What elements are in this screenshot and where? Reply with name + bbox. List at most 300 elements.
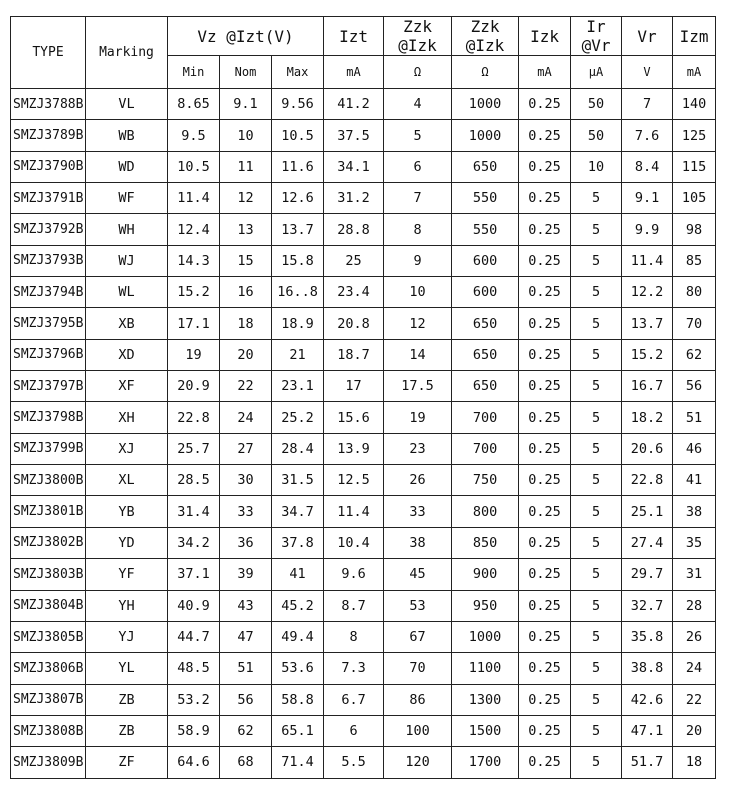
cell-zzk: 650 (452, 371, 519, 402)
cell-izk: 0.25 (519, 684, 571, 715)
cell-type: SMZJ3790B (11, 151, 86, 182)
cell-vz-nom: 13 (220, 214, 272, 245)
cell-zzk: 800 (452, 496, 519, 527)
header-zzt: Zzk @Izk (384, 17, 452, 56)
cell-zzt: 23 (384, 433, 452, 464)
cell-marking: XD (86, 339, 168, 370)
cell-izt: 34.1 (324, 151, 384, 182)
cell-vz-max: 9.56 (272, 89, 324, 120)
cell-zzt: 67 (384, 621, 452, 652)
header-marking: Marking (86, 17, 168, 89)
cell-zzk: 1700 (452, 747, 519, 778)
cell-vz-max: 21 (272, 339, 324, 370)
header-type: TYPE (11, 17, 86, 89)
subheader-izt-unit: mA (324, 56, 384, 89)
table-row (11, 433, 716, 464)
cell-vz-min: 53.2 (168, 684, 220, 715)
cell-vz-min: 58.9 (168, 715, 220, 746)
cell-ir: 5 (571, 339, 622, 370)
table-row (11, 371, 716, 402)
cell-ir: 10 (571, 151, 622, 182)
subheader-vr-unit: V (622, 56, 673, 89)
header-izm: Izm (673, 17, 716, 56)
table-row (11, 621, 716, 652)
cell-izm: 20 (673, 715, 716, 746)
cell-zzk: 900 (452, 559, 519, 590)
header-izk: Izk (519, 17, 571, 56)
cell-vr: 32.7 (622, 590, 673, 621)
cell-vz-max: 58.8 (272, 684, 324, 715)
cell-izk: 0.25 (519, 621, 571, 652)
cell-type: SMZJ3800B (11, 465, 86, 496)
cell-izt: 41.2 (324, 89, 384, 120)
cell-vz-nom: 24 (220, 402, 272, 433)
cell-vz-nom: 62 (220, 715, 272, 746)
cell-izt: 6.7 (324, 684, 384, 715)
cell-izm: 70 (673, 308, 716, 339)
cell-izt: 5.5 (324, 747, 384, 778)
cell-vz-max: 28.4 (272, 433, 324, 464)
cell-zzk: 950 (452, 590, 519, 621)
cell-izk: 0.25 (519, 715, 571, 746)
cell-zzk: 1000 (452, 120, 519, 151)
cell-vz-min: 10.5 (168, 151, 220, 182)
table-body (11, 89, 716, 779)
cell-vz-max: 13.7 (272, 214, 324, 245)
cell-vz-max: 18.9 (272, 308, 324, 339)
cell-zzk: 1300 (452, 684, 519, 715)
cell-zzk: 600 (452, 277, 519, 308)
cell-marking: WD (86, 151, 168, 182)
cell-vz-min: 19 (168, 339, 220, 370)
cell-vz-nom: 11 (220, 151, 272, 182)
cell-izm: 62 (673, 339, 716, 370)
cell-vr: 7 (622, 89, 673, 120)
cell-marking: WF (86, 183, 168, 214)
cell-marking: WJ (86, 245, 168, 276)
subheader-zzk-unit: Ω (452, 56, 519, 89)
cell-vz-min: 17.1 (168, 308, 220, 339)
cell-izt: 23.4 (324, 277, 384, 308)
cell-type: SMZJ3806B (11, 653, 86, 684)
cell-zzk: 1500 (452, 715, 519, 746)
cell-vz-nom: 22 (220, 371, 272, 402)
cell-type: SMZJ3809B (11, 747, 86, 778)
cell-izt: 20.8 (324, 308, 384, 339)
cell-vr: 35.8 (622, 621, 673, 652)
cell-izk: 0.25 (519, 433, 571, 464)
header-ir-vr: Ir @Vr (571, 17, 622, 56)
header-zzk: Zzk @Izk (452, 17, 519, 56)
cell-zzt: 7 (384, 183, 452, 214)
cell-vz-min: 12.4 (168, 214, 220, 245)
cell-type: SMZJ3794B (11, 277, 86, 308)
cell-zzk: 650 (452, 151, 519, 182)
cell-zzt: 38 (384, 527, 452, 558)
cell-type: SMZJ3799B (11, 433, 86, 464)
cell-marking: YB (86, 496, 168, 527)
cell-vz-max: 45.2 (272, 590, 324, 621)
cell-vz-nom: 16 (220, 277, 272, 308)
cell-vz-min: 15.2 (168, 277, 220, 308)
table-row (11, 277, 716, 308)
cell-izk: 0.25 (519, 151, 571, 182)
subheader-min: Min (168, 56, 220, 89)
cell-vr: 9.9 (622, 214, 673, 245)
table-row (11, 339, 716, 370)
cell-zzt: 120 (384, 747, 452, 778)
cell-type: SMZJ3789B (11, 120, 86, 151)
cell-vr: 25.1 (622, 496, 673, 527)
cell-vr: 22.8 (622, 465, 673, 496)
cell-type: SMZJ3792B (11, 214, 86, 245)
table-row (11, 151, 716, 182)
cell-ir: 50 (571, 89, 622, 120)
cell-izk: 0.25 (519, 120, 571, 151)
cell-ir: 5 (571, 214, 622, 245)
cell-vz-max: 65.1 (272, 715, 324, 746)
cell-izt: 10.4 (324, 527, 384, 558)
cell-vz-nom: 20 (220, 339, 272, 370)
cell-ir: 5 (571, 527, 622, 558)
cell-vz-max: 12.6 (272, 183, 324, 214)
cell-vz-max: 49.4 (272, 621, 324, 652)
header-izt: Izt (324, 17, 384, 56)
cell-type: SMZJ3795B (11, 308, 86, 339)
cell-vr: 18.2 (622, 402, 673, 433)
cell-ir: 5 (571, 402, 622, 433)
cell-izk: 0.25 (519, 339, 571, 370)
cell-vz-nom: 12 (220, 183, 272, 214)
cell-vz-max: 23.1 (272, 371, 324, 402)
cell-vr: 47.1 (622, 715, 673, 746)
cell-zzk: 700 (452, 433, 519, 464)
cell-vz-max: 37.8 (272, 527, 324, 558)
cell-type: SMZJ3791B (11, 183, 86, 214)
cell-ir: 5 (571, 465, 622, 496)
cell-izm: 18 (673, 747, 716, 778)
zener-spec-table (10, 16, 716, 779)
header-vr: Vr (622, 17, 673, 56)
cell-izt: 7.3 (324, 653, 384, 684)
cell-zzk: 550 (452, 214, 519, 245)
cell-ir: 5 (571, 245, 622, 276)
cell-vr: 29.7 (622, 559, 673, 590)
cell-type: SMZJ3801B (11, 496, 86, 527)
cell-zzt: 17.5 (384, 371, 452, 402)
cell-zzt: 45 (384, 559, 452, 590)
cell-zzk: 850 (452, 527, 519, 558)
cell-vz-min: 48.5 (168, 653, 220, 684)
cell-vz-min: 25.7 (168, 433, 220, 464)
cell-izm: 85 (673, 245, 716, 276)
table-row (11, 465, 716, 496)
cell-ir: 5 (571, 371, 622, 402)
cell-vz-min: 22.8 (168, 402, 220, 433)
cell-zzt: 53 (384, 590, 452, 621)
cell-izk: 0.25 (519, 653, 571, 684)
cell-izk: 0.25 (519, 559, 571, 590)
table-row (11, 308, 716, 339)
cell-zzk: 1100 (452, 653, 519, 684)
cell-izm: 105 (673, 183, 716, 214)
cell-vr: 7.6 (622, 120, 673, 151)
cell-zzt: 9 (384, 245, 452, 276)
cell-izm: 125 (673, 120, 716, 151)
cell-marking: ZF (86, 747, 168, 778)
subheader-nom: Nom (220, 56, 272, 89)
cell-vz-nom: 39 (220, 559, 272, 590)
cell-vz-max: 31.5 (272, 465, 324, 496)
cell-vz-max: 41 (272, 559, 324, 590)
cell-marking: XL (86, 465, 168, 496)
cell-marking: XB (86, 308, 168, 339)
cell-zzk: 600 (452, 245, 519, 276)
cell-marking: XJ (86, 433, 168, 464)
table-row (11, 245, 716, 276)
cell-marking: WL (86, 277, 168, 308)
cell-zzk: 550 (452, 183, 519, 214)
cell-vz-max: 25.2 (272, 402, 324, 433)
cell-vz-min: 64.6 (168, 747, 220, 778)
cell-vr: 42.6 (622, 684, 673, 715)
cell-izt: 12.5 (324, 465, 384, 496)
cell-zzk: 750 (452, 465, 519, 496)
cell-vr: 9.1 (622, 183, 673, 214)
cell-zzt: 5 (384, 120, 452, 151)
cell-izk: 0.25 (519, 371, 571, 402)
cell-marking: XF (86, 371, 168, 402)
cell-izm: 38 (673, 496, 716, 527)
cell-vz-min: 37.1 (168, 559, 220, 590)
cell-izk: 0.25 (519, 527, 571, 558)
cell-zzk: 700 (452, 402, 519, 433)
cell-izm: 35 (673, 527, 716, 558)
cell-vz-nom: 30 (220, 465, 272, 496)
cell-izt: 11.4 (324, 496, 384, 527)
cell-marking: ZB (86, 715, 168, 746)
cell-vr: 11.4 (622, 245, 673, 276)
subheader-izk-unit: mA (519, 56, 571, 89)
cell-vr: 15.2 (622, 339, 673, 370)
cell-izt: 25 (324, 245, 384, 276)
table-row (11, 89, 716, 120)
table-row (11, 684, 716, 715)
subheader-max: Max (272, 56, 324, 89)
cell-vz-nom: 43 (220, 590, 272, 621)
cell-ir: 5 (571, 715, 622, 746)
cell-vz-nom: 15 (220, 245, 272, 276)
cell-marking: ZB (86, 684, 168, 715)
table-row (11, 653, 716, 684)
subheader-zzt-unit: Ω (384, 56, 452, 89)
cell-vr: 12.2 (622, 277, 673, 308)
cell-zzt: 100 (384, 715, 452, 746)
cell-izm: 28 (673, 590, 716, 621)
cell-zzk: 650 (452, 339, 519, 370)
cell-vz-min: 11.4 (168, 183, 220, 214)
cell-izm: 22 (673, 684, 716, 715)
cell-vz-nom: 9.1 (220, 89, 272, 120)
cell-type: SMZJ3796B (11, 339, 86, 370)
table-row (11, 496, 716, 527)
cell-zzt: 10 (384, 277, 452, 308)
cell-vz-max: 11.6 (272, 151, 324, 182)
table-row (11, 715, 716, 746)
table-row (11, 183, 716, 214)
cell-izk: 0.25 (519, 590, 571, 621)
cell-ir: 50 (571, 120, 622, 151)
cell-vr: 16.7 (622, 371, 673, 402)
cell-zzt: 6 (384, 151, 452, 182)
cell-marking: VL (86, 89, 168, 120)
table-row (11, 590, 716, 621)
table-row (11, 120, 716, 151)
cell-izt: 31.2 (324, 183, 384, 214)
cell-vr: 51.7 (622, 747, 673, 778)
cell-izk: 0.25 (519, 183, 571, 214)
cell-vr: 8.4 (622, 151, 673, 182)
cell-ir: 5 (571, 590, 622, 621)
cell-ir: 5 (571, 308, 622, 339)
cell-vz-nom: 33 (220, 496, 272, 527)
cell-izt: 37.5 (324, 120, 384, 151)
cell-marking: XH (86, 402, 168, 433)
cell-izk: 0.25 (519, 747, 571, 778)
cell-izm: 140 (673, 89, 716, 120)
cell-zzt: 26 (384, 465, 452, 496)
cell-ir: 5 (571, 183, 622, 214)
cell-ir: 5 (571, 277, 622, 308)
cell-zzt: 8 (384, 214, 452, 245)
cell-izt: 8 (324, 621, 384, 652)
cell-vr: 20.6 (622, 433, 673, 464)
cell-ir: 5 (571, 559, 622, 590)
cell-zzt: 19 (384, 402, 452, 433)
cell-izm: 80 (673, 277, 716, 308)
subheader-izm-unit: mA (673, 56, 716, 89)
cell-izm: 98 (673, 214, 716, 245)
cell-izm: 56 (673, 371, 716, 402)
cell-type: SMZJ3798B (11, 402, 86, 433)
cell-izt: 28.8 (324, 214, 384, 245)
cell-vz-max: 16..8 (272, 277, 324, 308)
cell-type: SMZJ3793B (11, 245, 86, 276)
cell-izk: 0.25 (519, 465, 571, 496)
cell-vz-nom: 18 (220, 308, 272, 339)
cell-izm: 46 (673, 433, 716, 464)
cell-ir: 5 (571, 433, 622, 464)
cell-type: SMZJ3807B (11, 684, 86, 715)
cell-marking: YL (86, 653, 168, 684)
cell-zzk: 1000 (452, 621, 519, 652)
cell-vz-nom: 51 (220, 653, 272, 684)
cell-vz-nom: 47 (220, 621, 272, 652)
cell-vr: 38.8 (622, 653, 673, 684)
cell-izm: 31 (673, 559, 716, 590)
cell-zzt: 14 (384, 339, 452, 370)
cell-izm: 24 (673, 653, 716, 684)
cell-izm: 41 (673, 465, 716, 496)
table-row (11, 747, 716, 778)
cell-izt: 8.7 (324, 590, 384, 621)
cell-izk: 0.25 (519, 89, 571, 120)
cell-vz-nom: 36 (220, 527, 272, 558)
cell-ir: 5 (571, 747, 622, 778)
cell-izm: 115 (673, 151, 716, 182)
header-vz: Vz @Izt(V) (168, 17, 324, 56)
cell-type: SMZJ3797B (11, 371, 86, 402)
cell-vz-nom: 10 (220, 120, 272, 151)
cell-type: SMZJ3803B (11, 559, 86, 590)
cell-vz-max: 15.8 (272, 245, 324, 276)
cell-izk: 0.25 (519, 277, 571, 308)
cell-vz-max: 10.5 (272, 120, 324, 151)
cell-vz-min: 31.4 (168, 496, 220, 527)
cell-vz-min: 40.9 (168, 590, 220, 621)
cell-izt: 6 (324, 715, 384, 746)
cell-type: SMZJ3788B (11, 89, 86, 120)
cell-izt: 15.6 (324, 402, 384, 433)
cell-vz-min: 44.7 (168, 621, 220, 652)
cell-zzt: 70 (384, 653, 452, 684)
cell-zzt: 33 (384, 496, 452, 527)
cell-izt: 17 (324, 371, 384, 402)
cell-vz-min: 34.2 (168, 527, 220, 558)
cell-type: SMZJ3805B (11, 621, 86, 652)
cell-type: SMZJ3804B (11, 590, 86, 621)
cell-izk: 0.25 (519, 496, 571, 527)
table-row (11, 559, 716, 590)
cell-izt: 13.9 (324, 433, 384, 464)
cell-ir: 5 (571, 621, 622, 652)
table-row (11, 214, 716, 245)
cell-zzt: 12 (384, 308, 452, 339)
cell-vz-nom: 56 (220, 684, 272, 715)
cell-izk: 0.25 (519, 308, 571, 339)
cell-izk: 0.25 (519, 214, 571, 245)
cell-zzt: 4 (384, 89, 452, 120)
cell-izt: 9.6 (324, 559, 384, 590)
cell-ir: 5 (571, 653, 622, 684)
cell-zzt: 86 (384, 684, 452, 715)
cell-marking: YD (86, 527, 168, 558)
cell-vz-nom: 27 (220, 433, 272, 464)
cell-type: SMZJ3802B (11, 527, 86, 558)
cell-vz-max: 34.7 (272, 496, 324, 527)
cell-vz-min: 20.9 (168, 371, 220, 402)
cell-vz-min: 8.65 (168, 89, 220, 120)
subheader-ir-unit: μA (571, 56, 622, 89)
cell-izk: 0.25 (519, 245, 571, 276)
cell-izm: 26 (673, 621, 716, 652)
cell-ir: 5 (571, 496, 622, 527)
cell-izm: 51 (673, 402, 716, 433)
cell-marking: YJ (86, 621, 168, 652)
cell-vz-min: 28.5 (168, 465, 220, 496)
cell-marking: WB (86, 120, 168, 151)
cell-vr: 27.4 (622, 527, 673, 558)
cell-marking: WH (86, 214, 168, 245)
table-row (11, 402, 716, 433)
cell-vz-max: 71.4 (272, 747, 324, 778)
table-row (11, 527, 716, 558)
cell-marking: YF (86, 559, 168, 590)
cell-vr: 13.7 (622, 308, 673, 339)
cell-marking: YH (86, 590, 168, 621)
cell-vz-min: 14.3 (168, 245, 220, 276)
cell-type: SMZJ3808B (11, 715, 86, 746)
